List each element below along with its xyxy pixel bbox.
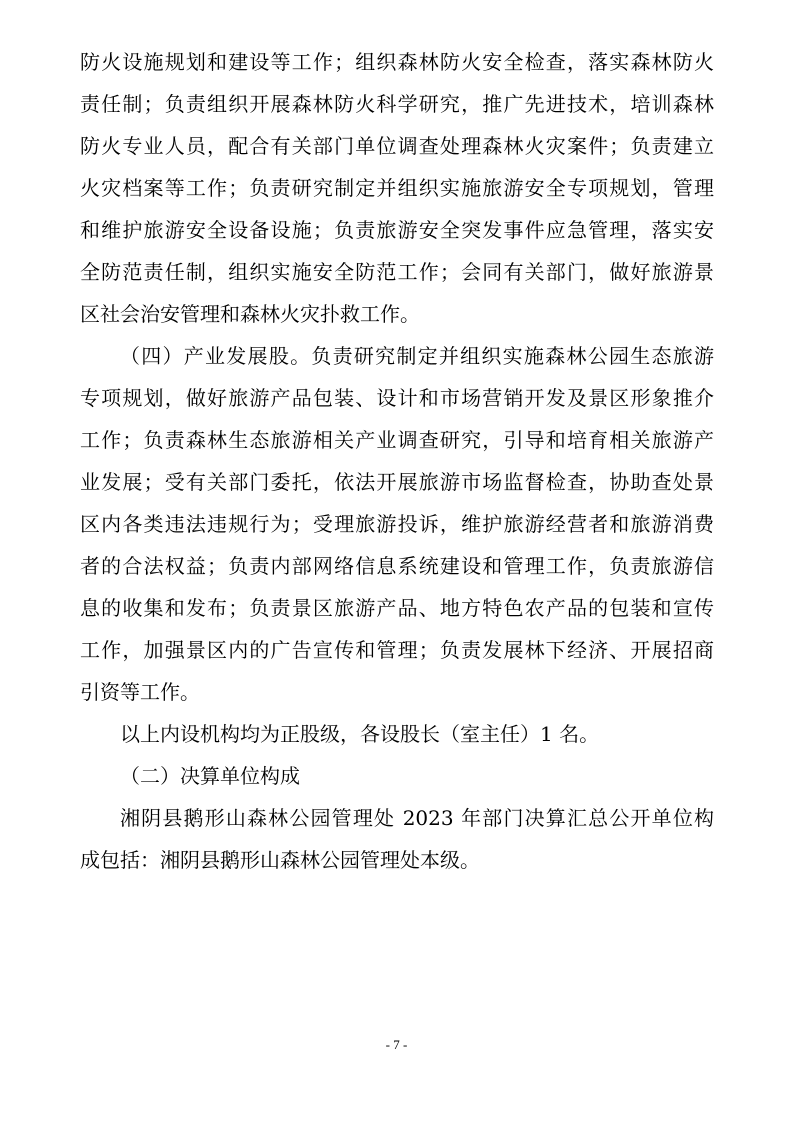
- paragraph-line: 以上内设机构均为正股级，各设股长（室主任）1 名。: [120, 722, 600, 746]
- section-heading-line: （四）产业发展股。负责研究制定并组织实施森林公园生态旅游: [120, 344, 714, 368]
- paragraph-line: 业发展；受有关部门委托，依法开展旅游市场监督检查，协助查处景: [80, 470, 714, 494]
- paragraph-line: 引资等工作。: [80, 680, 200, 704]
- paragraph-line: 区内各类违法违规行为；受理旅游投诉，维护旅游经营者和旅游消费: [80, 512, 714, 536]
- section-heading-line: （二）决算单位构成: [120, 764, 300, 788]
- paragraph-line: 湘阴县鹅形山森林公园管理处 2023 年部门决算汇总公开单位构: [120, 806, 714, 830]
- paragraph-line: 者的合法权益；负责内部网络信息系统建设和管理工作，负责旅游信: [80, 554, 714, 578]
- paragraph-line: 息的收集和发布；负责景区旅游产品、地方特色农产品的包装和宣传: [80, 596, 714, 620]
- paragraph-line: 工作，加强景区内的广告宣传和管理；负责发展林下经济、开展招商: [80, 638, 714, 662]
- body-text: [80, 41, 714, 881]
- paragraph-line: 火灾档案等工作；负责研究制定并组织实施旅游安全专项规划，管理: [80, 176, 714, 200]
- paragraph-line: 责任制；负责组织开展森林防火科学研究，推广先进技术，培训森林: [80, 92, 714, 116]
- paragraph-line: 区社会治安管理和森林火灾扑救工作。: [80, 302, 420, 326]
- page-number: - 7 -: [385, 1037, 408, 1052]
- paragraph-line: 工作；负责森林生态旅游相关产业调查研究，引导和培育相关旅游产: [80, 428, 714, 452]
- paragraph-line: 和维护旅游安全设备设施；负责旅游安全突发事件应急管理，落实安: [80, 218, 714, 242]
- paragraph-line: 防火专业人员，配合有关部门单位调查处理森林火灾案件；负责建立: [80, 134, 714, 158]
- paragraph-line: 成包括：湘阴县鹅形山森林公园管理处本级。: [80, 848, 480, 872]
- paragraph-line: 防火设施规划和建设等工作；组织森林防火安全检查，落实森林防火: [80, 50, 714, 74]
- paragraph-line: 专项规划，做好旅游产品包装、设计和市场营销开发及景区形象推介: [80, 386, 714, 410]
- paragraph-line: 全防范责任制，组织实施安全防范工作；会同有关部门，做好旅游景: [80, 260, 714, 284]
